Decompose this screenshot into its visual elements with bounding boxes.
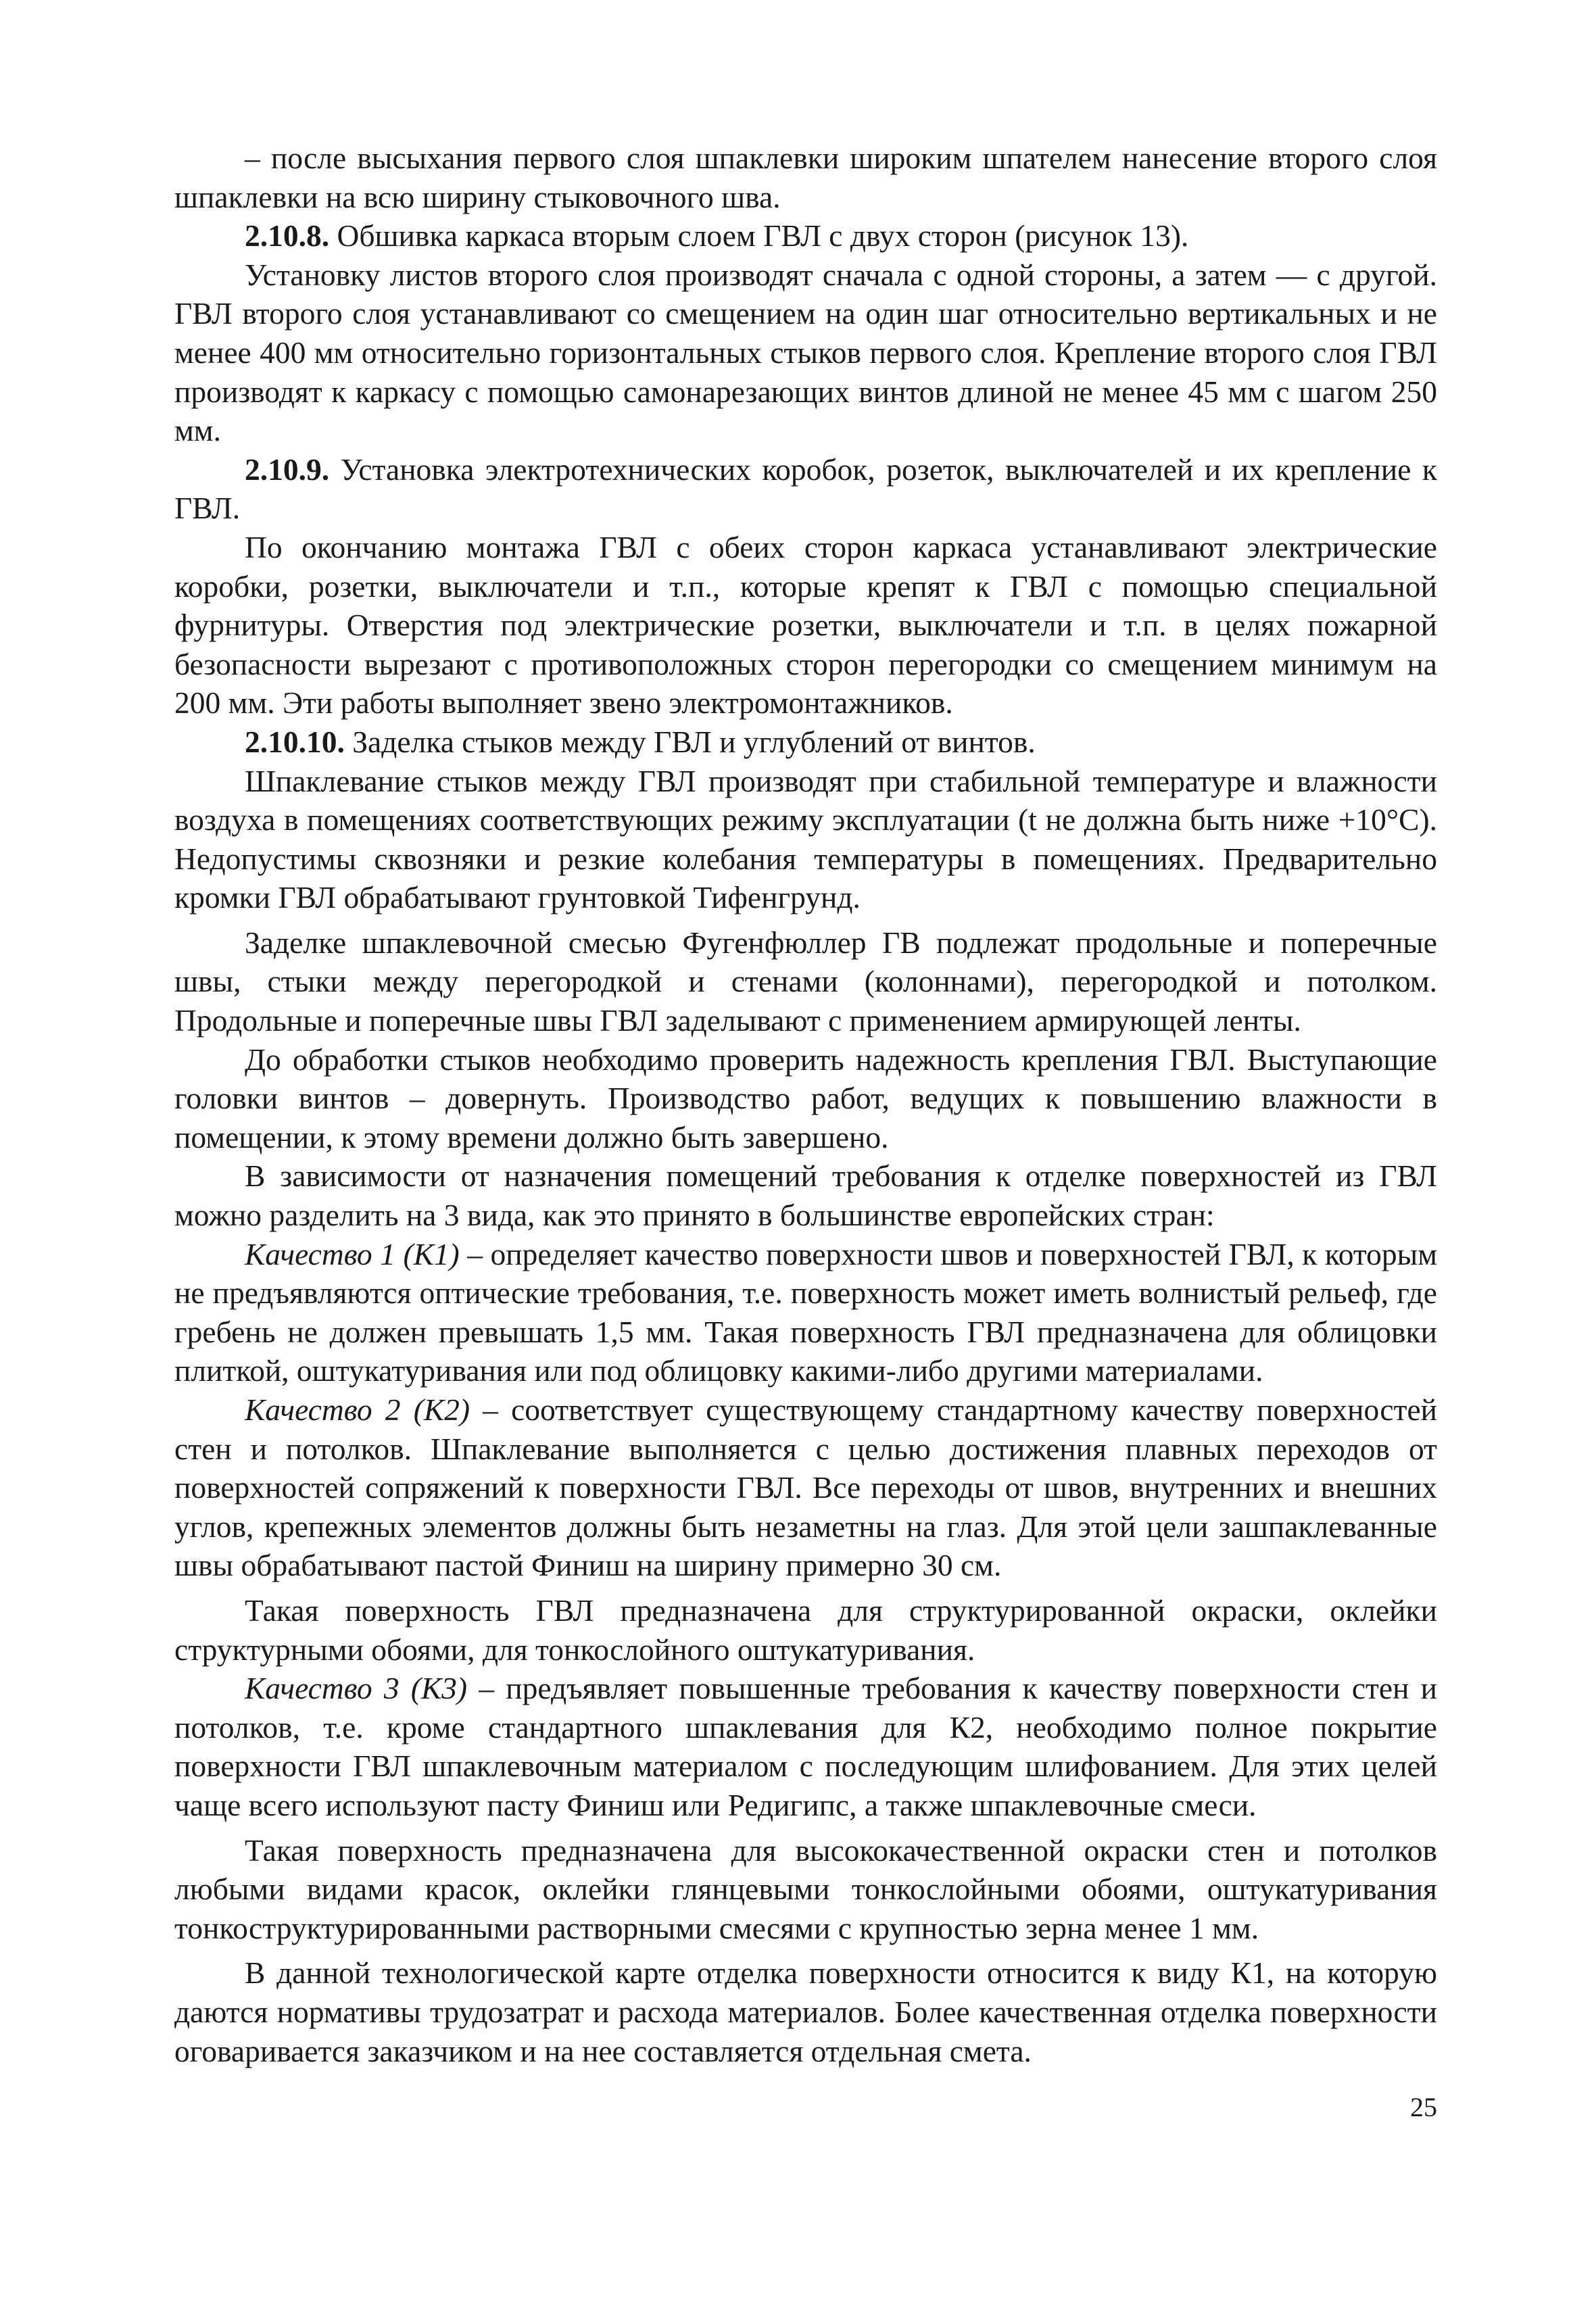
paragraph	[174, 255, 1437, 450]
paragraph-text: Такая поверхность предназначена для высококачественной окраски стен и потолков любыми видами красок, оклейки глянцевыми тонкослойными обоями, оштукатуривания тонкоструктурированными растворными смесями с крупностью зерна менее 1 мм.	[174, 1832, 1437, 1945]
paragraph-text: До обработки стыков необходимо проверить надежность крепления ГВЛ. Выступающие головки винтов – довернуть. Производство работ, ведущих к повышению влажности в помещении, к этому времени должно быть завершено.	[174, 1042, 1437, 1154]
paragraph-text: Шпаклевание стыков между ГВЛ производят при стабильной температуре и влажности воздуха в помещениях соответствующих режиму эксплуатации (t не должна быть ниже +10°С). Недопустимы сквозняки и резкие колебания температуры в помещениях. Предварительно кромки ГВЛ обрабатывают грунтовкой Тифенгрунд.	[174, 763, 1437, 915]
section-number: 2.10.8.	[245, 218, 330, 253]
section-number: 2.10.10.	[245, 724, 345, 759]
paragraph	[174, 1591, 1437, 1669]
body-text	[174, 139, 1437, 2070]
paragraph-quality-k1	[174, 1235, 1437, 1390]
paragraph-heading	[174, 216, 1437, 255]
paragraph	[174, 1040, 1437, 1157]
paragraph-text: – предъявляет повышенные требования к качеству поверхности стен и потолков, т.е. кроме стандартного шпаклевания для К2, необходимо полное покрытие поверхности ГВЛ шпаклевочным материалом с последующим шлифованием. Для этих целей чаще всего используют пасту Финиш или Редигипс, а также шпаклевочные смеси.	[174, 1671, 1438, 1822]
paragraph-text: Установка электротехнических коробок, розеток, выключателей и их крепление к ГВЛ.	[174, 452, 1437, 526]
quality-label: Качество 2 (К2)	[245, 1392, 470, 1427]
paragraph	[174, 923, 1437, 1040]
paragraph-text: В данной технологической карте отделка поверхности относится к виду К1, на которую даются нормативы трудозатрат и расхода материалов. Более качественная отделка поверхности оговаривается заказчиком и на нее составляется отдельная смета.	[174, 1955, 1437, 2068]
quality-label: Качество 3 (К3)	[245, 1671, 468, 1706]
paragraph-quality-k2	[174, 1390, 1437, 1585]
paragraph	[174, 528, 1437, 723]
paragraph-text: – определяет качество поверхности швов и поверхностей ГВЛ, к которым не предъявляются оптические требования, т.е. поверхность может иметь волнистый рельеф, где гребень не должен превышать 1,5 мм. Такая поверхность ГВЛ предназначена для облицовки плиткой, оштукатуривания или под облицовку какими-либо другими материалами.	[174, 1236, 1437, 1388]
paragraph-text: Установку листов второго слоя производят сначала с одной стороны, а затем — с другой. ГВЛ второго слоя устанавливают со смещением на один шаг относительно вертикальных и не менее 400 мм относительно горизонтальных стыков первого слоя. Крепление второго слоя ГВЛ производят к каркасу с помощью самонарезающих винтов длиной не менее 45 мм с шагом 250 мм.	[174, 257, 1437, 448]
paragraph	[174, 762, 1437, 917]
paragraph-text: По окончанию монтажа ГВЛ с обеих сторон каркаса устанавливают электрические коробки, розетки, выключатели и т.п., которые крепят к ГВЛ с помощью специальной фурнитуры. Отверстия под электрические розетки, выключатели и т.п. в целях пожарной безопасности вырезают с противоположных сторон перегородки со смещением минимум на 200 мм. Эти работы выполняет звено электромонтажников.	[174, 529, 1437, 721]
paragraph	[174, 1831, 1437, 1948]
paragraph-text: Такая поверхность ГВЛ предназначена для структурированной окраски, оклейки структурными обоями, для тонкослойного оштукатуривания.	[174, 1592, 1437, 1667]
section-number: 2.10.9.	[245, 452, 330, 487]
quality-label: Качество 1 (К1)	[245, 1236, 460, 1271]
paragraph-text: – после высыхания первого слоя шпаклевки широким шпателем нанесение второго слоя шпаклевки на всю ширину стыковочного шва.	[174, 141, 1437, 214]
paragraph-text: Обшивка каркаса вторым слоем ГВЛ с двух сторон (рисунок 13).	[329, 218, 1189, 253]
paragraph-text: Заделке шпаклевочной смесью Фугенфюллер ГВ подлежат продольные и поперечные швы, стыки между перегородкой и стенами (колоннами), перегородкой и потолком. Продольные и поперечные швы ГВЛ заделывают с применением армирующей ленты.	[174, 925, 1437, 1038]
paragraph	[174, 139, 1437, 216]
paragraph-heading	[174, 450, 1437, 528]
paragraph-quality-k3	[174, 1669, 1437, 1824]
page-number: 25	[1410, 2092, 1437, 2122]
paragraph	[174, 1953, 1437, 2070]
paragraph-text: В зависимости от назначения помещений требования к отделке поверхностей из ГВЛ можно разделить на 3 вида, как это принято в большинстве европейских стран:	[174, 1159, 1437, 1233]
paragraph-heading	[174, 723, 1437, 762]
paragraph-text: Заделка стыков между ГВЛ и углублений от винтов.	[344, 724, 1036, 759]
paragraph	[174, 1156, 1437, 1234]
paragraph-text: – соответствует существующему стандартному качеству поверхностей стен и потолков. Шпаклевание выполняется с целью достижения плавных переходов от поверхностей сопряжений к поверхности ГВЛ. Все переходы от швов, внутренних и внешних углов, крепежных элементов должны быть незаметны на глаз. Для этой цели зашпаклеванные швы обрабатывают пастой Финиш на ширину примерно 30 см.	[174, 1392, 1438, 1583]
